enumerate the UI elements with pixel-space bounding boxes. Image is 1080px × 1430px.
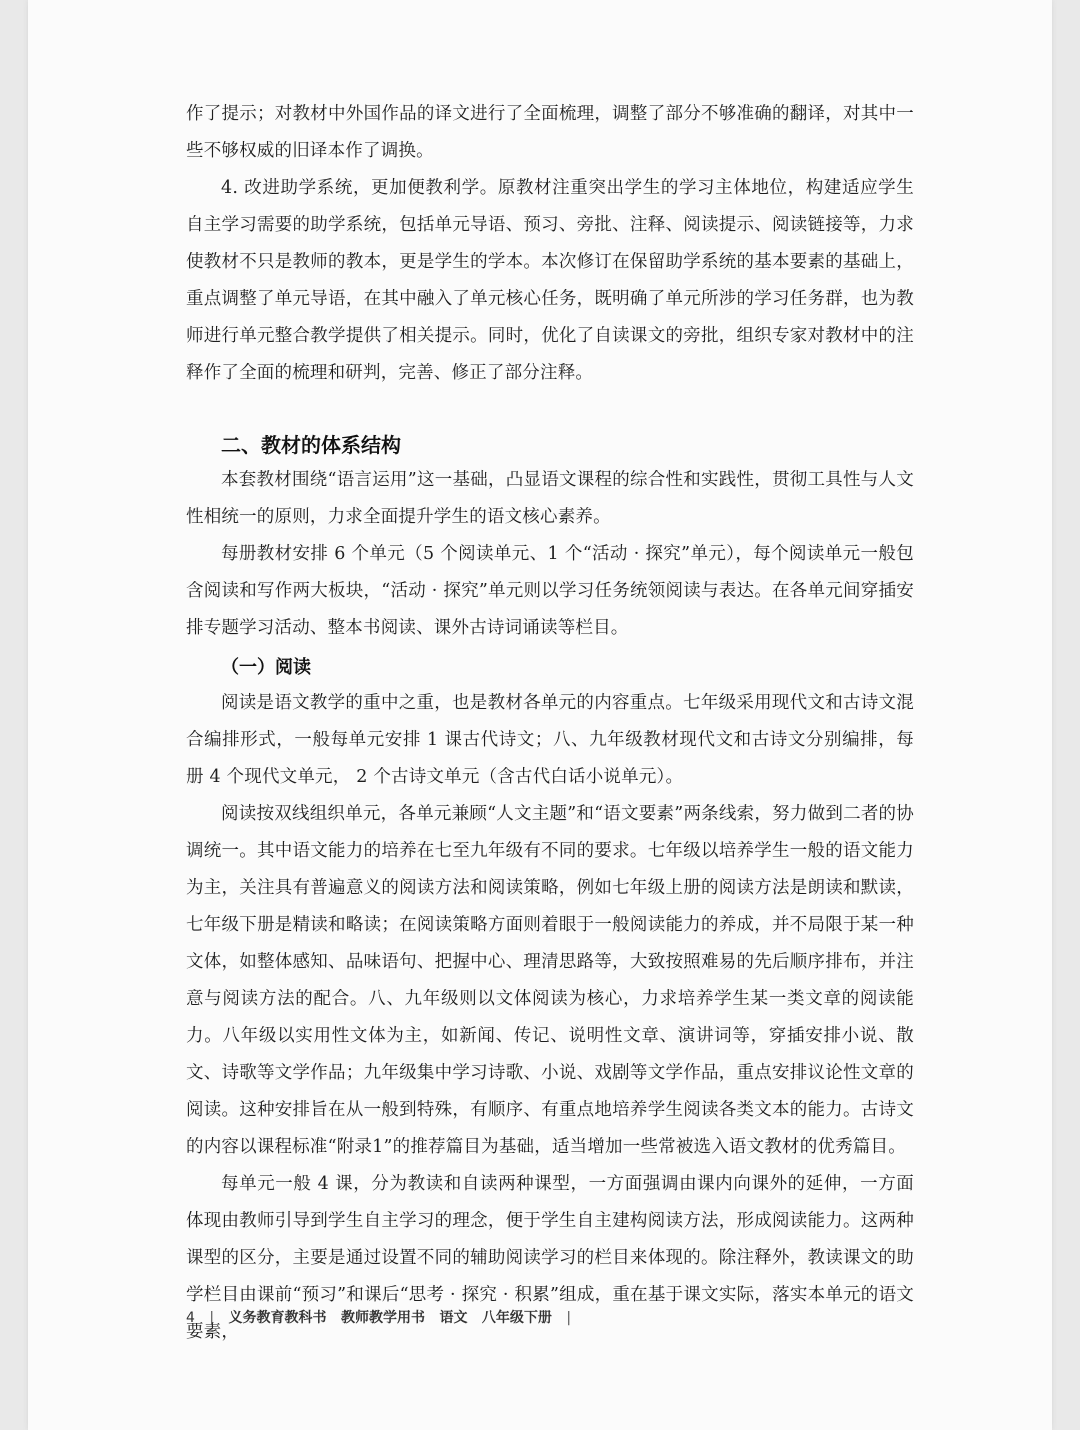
text-block-structure: [186, 462, 914, 647]
section-heading: 二、教材的体系结构: [221, 433, 401, 457]
paragraph-language-use: 本套教材围绕“语言运用”这一基础，凸显语文课程的综合性和实践性，贯彻工具性与人文性相统一的原则，力求全面提升学生的语文核心素养。: [186, 470, 914, 527]
page-footer: [186, 1308, 581, 1328]
page-number: 4: [186, 1310, 195, 1326]
subsection-heading-reading: （一）阅读: [221, 657, 311, 678]
footer-book-title: 义务教育教科书: [228, 1310, 327, 1326]
paragraph-lesson-types: 每单元一般 4 课，分为教读和自读两种课型，一方面强调由课内向课外的延伸，一方面体现由教师引导到学生自主学习的理念，便于学生自主建构阅读方法，形成阅读能力。这两种课型的区分，主要是通过设置不同的辅助阅读学习的栏目来体现的。除注释外，教读课文的助学栏目由课前“预习”和课后“思考 · 探究 · 积累”组成，重在基于课文实际，落实本单元的语文要素，: [186, 1174, 914, 1342]
text-block-reading: [186, 685, 914, 1351]
paragraph-units: 每册教材安排 6 个单元（5 个阅读单元、1 个“活动 · 探究”单元），每个阅读单元一般包含阅读和写作两大板块，“活动 · 探究”单元则以学习任务统领阅读与表达。在各单元间穿插安排专题学习活动、整本书阅读、课外古诗词诵读等栏目。: [186, 544, 914, 638]
footer-grade: 八年级下册: [481, 1310, 552, 1326]
paragraph-translation-note: 作了提示；对教材中外国作品的译文进行了全面梳理，调整了部分不够准确的翻译，对其中一些不够权威的旧译本作了调换。: [186, 104, 914, 161]
paragraph-dual-line: 阅读按双线组织单元，各单元兼顾“人文主题”和“语文要素”两条线索，努力做到二者的协调统一。其中语文能力的培养在七至九年级有不同的要求。七年级以培养学生一般的语文能力为主，关注具有普遍意义的阅读方法和阅读策略，例如七年级上册的阅读方法是朗读和默读，七年级下册是精读和略读；在阅读策略方面则着眼于一般阅读能力的养成，并不局限于某一种文体，如整体感知、品味语句、把握中心、理清思路等，大致按照难易的先后顺序排布，并注意与阅读方法的配合。八、九年级则以文体阅读为核心，力求培养学生某一类文章的阅读能力。八年级以实用性文体为主，如新闻、传记、说明性文章、演讲词等，穿插安排小说、散文、诗歌等文学作品；九年级集中学习诗歌、小说、戏剧等文学作品，重点安排议论性文章的阅读。这种安排旨在从一般到特殊，有顺序、有重点地培养学生阅读各类文本的能力。古诗文的内容以课程标准“附录1”的推荐篇目为基础，适当增加一些常被选入语文教材的优秀篇目。: [186, 804, 914, 1157]
footer-subtitle: 教师教学用书: [341, 1310, 425, 1326]
footer-separator-end: |: [566, 1310, 572, 1326]
paragraph-study-system: 4. 改进助学系统，更加便教利学。原教材注重突出学生的学习主体地位，构建适应学生自主学习需要的助学系统，包括单元导语、预习、旁批、注释、阅读提示、阅读链接等，力求使教材不只是教师的教本，更是学生的学本。本次修订在保留助学系统的基本要素的基础上，重点调整了单元导语，在其中融入了单元核心任务，既明确了单元所涉的学习任务群，也为教师进行单元整合教学提供了相关提示。同时，优化了自读课文的旁批，组织专家对教材中的注释作了全面的梳理和研判，完善、修正了部分注释。: [186, 178, 914, 383]
footer-separator: |: [209, 1310, 215, 1326]
text-block-top: [186, 96, 914, 392]
footer-subject: 语文: [439, 1310, 468, 1326]
paragraph-reading-focus: 阅读是语文教学的重中之重，也是教材各单元的内容重点。七年级采用现代文和古诗文混合编排形式，一般每单元安排 1 课古代诗文；八、九年级教材现代文和古诗文分别编排，每册 4 个现代文单元， 2 个古诗文单元（含古代白话小说单元）。: [186, 693, 914, 787]
